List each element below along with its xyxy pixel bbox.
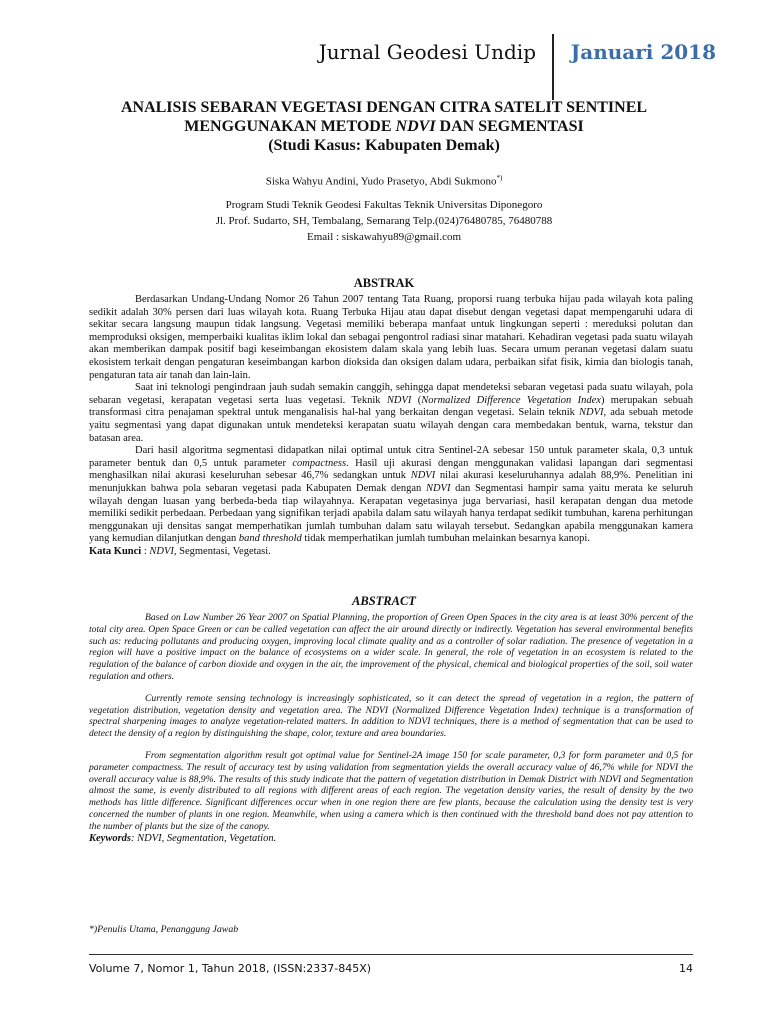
footnote: *)Penulis Utama, Penanggung Jawab	[89, 924, 239, 935]
text-run: Dari hasil algoritma segmentasi didapatkan nilai optimal untuk citra Sentinel-2A sebesar 150 untuk parameter skala, 0,3 untuk parameter bentuk dan 0,5 untuk parameter	[89, 445, 693, 469]
title-subtitle: (Studi Kasus: Kabupaten Demak)	[268, 137, 500, 154]
abstract-paragraph-3: From segmentation algorithm result got optimal value for Sentinel-2A image 150 for scale parameter, 0,3 for form parameter and 0,5 for parameter compactness. The result of accuracy test by using validation from segmentation yields the overall accuracy value of 46,7% while for NDVI the overall accuracy value is 88,9%. The results of this study indicate that the pattern of vegetation distribution in Demak District with NDVI and Segmentation almost the same, is evenly distributed to all regions with different areas of each region. The vegetation density varies, the result of density by the two methods has little difference. Significant differences occur when in one region there are few plants, because the calculation using the density test is very concerned the number of plants in one region. Meanwhile, when using a camera which is then continued with the threshold band does not pay attention to the number of plants but the size of the canopy.	[89, 749, 693, 832]
title-text: MENGGUNAKAN METODE	[184, 118, 396, 135]
abstract-paragraph-2: Currently remote sensing technology is increasingly sophisticated, so it can detect the spread of vegetation in a region, the pattern of vegetation distribution, vegetation density and vegetation area. The NDVI (Normalized Difference Vegetation Index) technique is a transformation of spectral sharpening images to analyze vegetation-related matters. In addition to NDVI techniques, there is a method of segmentation that can be used to detect the density of a region by distinguishing the shape, color, texture and area boundaries.	[89, 692, 693, 740]
page-number: 14	[679, 962, 693, 975]
abstract-body	[89, 612, 693, 844]
text-run: NDVI	[579, 407, 604, 419]
journal-name: Jurnal Geodesi Undip	[318, 40, 536, 64]
title-ndvi: NDVI	[395, 118, 436, 135]
text-run: NDVI	[410, 470, 436, 482]
abstrak-heading: ABSTRAK	[353, 276, 415, 290]
header-divider	[552, 34, 554, 100]
keywords-label: Keywords	[89, 832, 131, 844]
title-line-2	[60, 117, 708, 136]
text-run: compactness	[292, 457, 347, 469]
text-run: dan Segmentasi hampir sama yaitu merata ke seluruh wilayah dengan luasan yang berbeda-beda tiap wilayahnya. Kerapatan vegetasinya juga bervariasi, hasil kerapatan dengan dua metode memiliki sedikit perbedaan. Perbedaan yang signifikan terjadi apabila dalam satu wilayah hanya terdapat sedikit tumbuhan, karena perhitungan menggunakan uji densitas sangat memperhatikan jumlah tumbuhan dalam satu wilayah tersebut. Sedangkan apabila menggunakan kamera yang kemudian dilanjutkan dengan	[89, 482, 693, 545]
affiliation-line: Program Studi Teknik Geodesi Fakultas Teknik Universitas Diponegoro	[225, 199, 543, 211]
abstrak-paragraph-1: Berdasarkan Undang-Undang Nomor 26 Tahun 2007 tentang Tata Ruang, proporsi ruang terbuka hijau pada wilayah kota paling sedikit adalah 30% persen dari luas wilayah kota. Ruang Terbuka Hijau atau dapat disebut dengan vegetasi dapat mempengaruhi udara di sekitar secara langsung maupun tidak langsung. Vegetasi memiliki beberapa manfaat untuk lingkungan seperti : mereduksi polutan dan memproduksi oksigen, memperbaiki kualitas iklim lokal dan sebagai pengontrol radiasi sinar matahari. Kehadiran vegetasi pada suatu wilayah akan memberikan dampak positif bagi keseimbangan ekosistem dalam skala yang lebih luas. Secara umum peranan vegetasi dalam suatu ekosistem terkait dengan pengaturan keseimbangan karbon dioksida dan oksigen dalam udara, perbaikan sifat fisik, kimia dan biologis tanah, pengaturan tata air tanah dan lain-lain.	[89, 294, 693, 381]
kata-kunci	[89, 546, 693, 559]
text-run: Saat ini teknologi pengindraan jauh sudah semakin canggih, sehingga dapat mendeteksi sebaran vegetasi pada suatu wilayah, pola sebaran vegetasi, kerapatan vegetasi serta luas vegetasi. Teknik	[89, 382, 693, 406]
paper-title	[60, 98, 708, 155]
text-run: NDVI	[149, 545, 174, 557]
text-run: (	[411, 394, 422, 406]
text-run: NDVI, Segmentation, Vegetation.	[137, 832, 277, 844]
text-run: ) merupakan sebuah transformasi citra penajaman spektral untuk menganalisis hal-hal yang berkaitan dengan vegetasi. Selain teknik	[89, 394, 693, 419]
affiliation	[60, 197, 708, 245]
abstrak-body	[89, 294, 693, 558]
abstract-paragraph-1: Based on Law Number 26 Year 2007 on Spatial Planning, the proportion of Green Open Spaces in the city area is at least 30% percent of the total city area. Open Space Green or can be called vegetation can affect the air around directly or indirectly. Vegetation has several environmental benefits such as: reducing pollutants and producing oxygen, improving local climate quality and as a controller of solar radiation. The presence of vegetation in a region will have a positive impact on the balance of ecosystems on a wider scale. In general, the role of vegetation in an ecosystem is related to the regulation of the balance of carbon dioxide and oxygen in the air, the improvement of the physical, chemical and biological properties of the soil, soil water regulation and others.	[89, 612, 693, 682]
text-run: , Segmentasi, Vegetasi.	[173, 545, 271, 557]
text-run: tidak memperhatikan jumlah tumbuhan melainkan besarnya kanopi.	[301, 533, 590, 545]
text-run: Normalized Difference Vegetation Index	[421, 394, 601, 406]
text-run: . Hasil uji akurasi dengan menggunakan validasi lapangan dari segmentasi menghasilkan nilai akurasi keseluruhan sebesar 46,7% sedangkan untuk	[89, 457, 694, 482]
title-text: DAN SEGMENTASI	[435, 118, 584, 135]
keywords-label: Kata Kunci	[89, 545, 142, 557]
text-run: NDVI	[425, 482, 451, 494]
text-run: :	[131, 832, 138, 844]
author-mark: *)	[496, 174, 503, 182]
text-run: :	[141, 545, 150, 557]
keywords	[89, 833, 693, 845]
text-run: , ada sebuah metode yaitu segmentasi yang dapat digunakan untuk mendeteksi kerapatan suatu wilayah dengan cara membedakan bentuk, warna, tekstur dan batasan area.	[89, 407, 693, 444]
text-run: NDVI	[386, 394, 412, 406]
title-line-1: ANALISIS SEBARAN VEGETASI DENGAN CITRA SATELIT SENTINEL	[120, 99, 648, 116]
text-run: nilai akurasi keseluruhannya adalah 88,9%. Penelitian ini menunjukkan bahwa pola sebaran vegetasi pada Kabupaten Demak dengan	[89, 470, 693, 494]
author-names: Siska Wahyu Andini, Yudo Prasetyo, Abdi Sukmono	[265, 175, 497, 188]
author-list	[60, 174, 708, 188]
abstrak-paragraph-3	[89, 445, 693, 546]
text-run: band threshold	[238, 533, 302, 545]
footer-rule	[89, 954, 693, 955]
issue-date: Januari 2018	[570, 40, 716, 64]
volume-info: Volume 7, Nomor 1, Tahun 2018, (ISSN:2337-845X)	[89, 962, 372, 975]
address-line: Jl. Prof. Sudarto, SH, Tembalang, Semarang Telp.(024)76480785, 76480788	[215, 215, 553, 227]
email-line: Email : siskawahyu89@gmail.com	[306, 231, 462, 243]
abstrak-paragraph-2	[89, 382, 693, 445]
abstract-heading: ABSTRACT	[352, 594, 416, 608]
